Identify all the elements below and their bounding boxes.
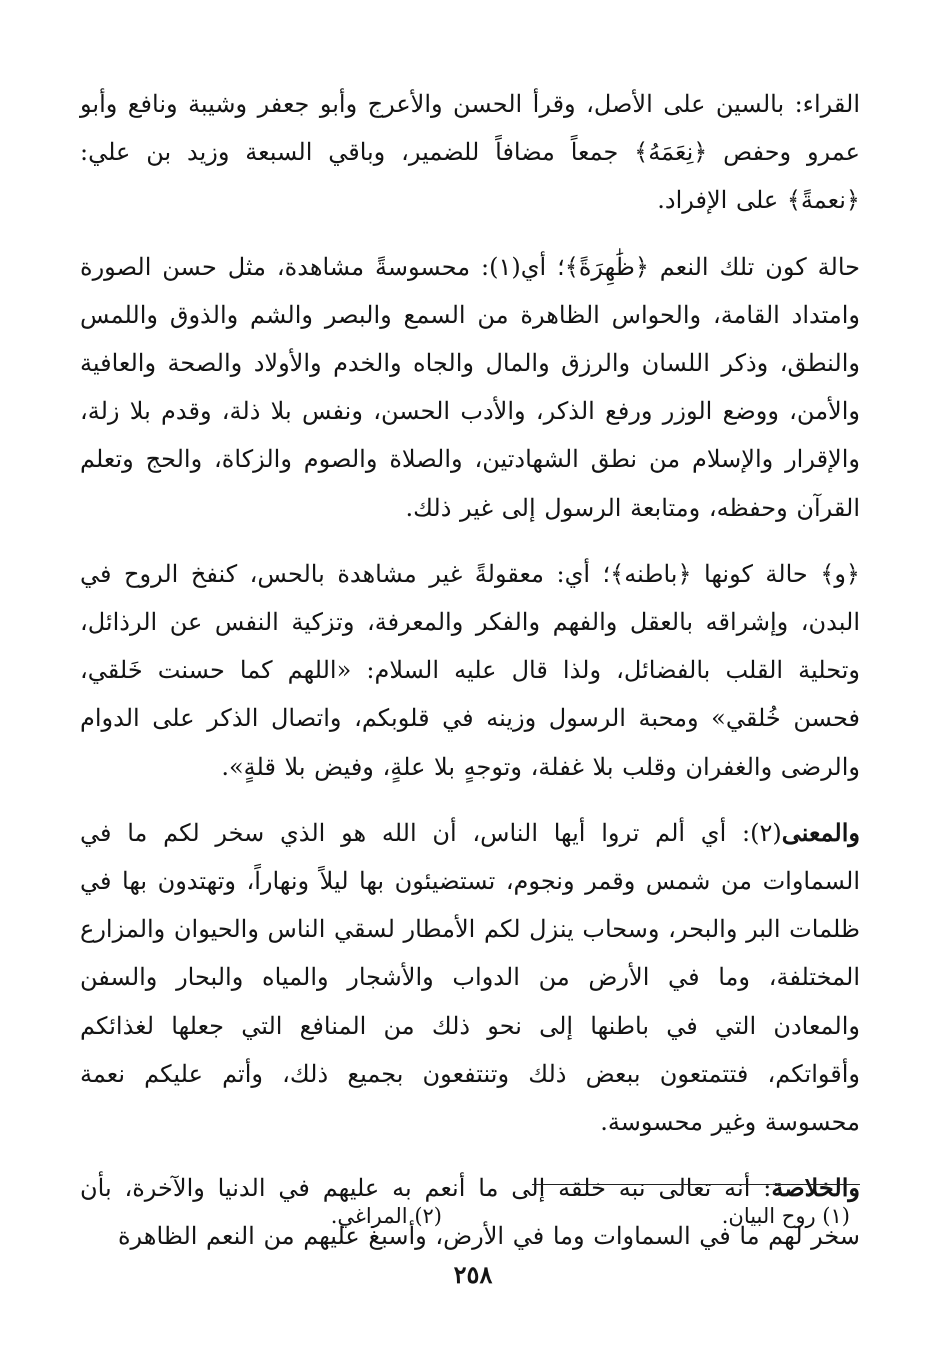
paragraph-4 <box>80 809 860 1146</box>
footnote-2: (٢) المراغي. <box>330 1204 442 1228</box>
paragraph-4-body: (٢): أي ألم تروا أيها الناس، أن الله هو الذي سخر لكم ما في السماوات من شمس وقمر ونجوم، تستضيئون بها ليلاً ونهاراً، وتهتدون بها في ظلمات البر والبحر، وسحاب ينزل لكم الأمطار لسقي الناس والحيوان والمزارع المختلفة، وما في الأرض من الدواب والأشجار والمياه والبحار والسفن والمعادن التي في باطنها إلى نحو ذلك من المنافع التي جعلها لغذائكم وأقواتكم، فتتمتعون ببعض ذلك وتنتفعون بجميع ذلك، وأتم عليكم نعمة محسوسة وغير محسوسة. <box>80 818 861 1137</box>
footnote-divider <box>532 1184 860 1185</box>
paragraph-1: القراء: بالسين على الأصل، وقرأ الحسن والأعرج وأبو جعفر وشيبة ونافع وأبو عمرو وحفص ﴿نِعَمَهُ﴾ جمعاً مضافاً للضمير، وباقي السبعة وزيد بن علي: ﴿نعمةً﴾ على الإفراد. <box>80 90 860 215</box>
paragraph-5-lead: والخلاصة <box>771 1173 860 1203</box>
paragraph-2: حالة كون تلك النعم ﴿ظَٰهِرَةً﴾؛ أي(١): محسوسةً مشاهدة، مثل حسن الصورة وامتداد القامة، والحواس الظاهرة من السمع والبصر والشم والذوق واللمس والنطق، وذكر اللسان والرزق والمال والجاه والخدم والأولاد والصحة والعافية والأمن، ووضع الوزر ورفع الذكر، والأدب الحسن، ونفس بلا ذلة، وقدم بلا زلة، والإقرار والإسلام من نطق الشهادتين، والصلاة والصوم والزكاة، والحج وتعلم القرآن وحفظه، ومتابعة الرسول إلى غير ذلك. <box>80 252 860 522</box>
footnote-1: (١) روح البيان. <box>721 1204 850 1228</box>
paragraph-3: ﴿و﴾ حالة كونها ﴿باطنه﴾؛ أي: معقولةً غير مشاهدة بالحس، كنفخ الروح في البدن، وإشراقه بالعقل والفهم والفكر والمعرفة، وتزكية النفس عن الرذائل، وتحلية القلب بالفضائل، ولذا قال عليه السلام: «اللهم كما حسنت خَلقي، فحسن خُلقي» ومحبة الرسول وزينه في قلوبكم، واتصال الذكر على الدوام والرضى والغفران وقلب بلا غفلة، وتوجهٍ بلا علةٍ، وفيض بلا قلةٍ». <box>80 559 860 781</box>
paragraph-5-body: : أنه تعالى نبه خلقه إلى ما أنعم به عليهم في الدنيا والآخرة، بأن سخر لهم ما في السماوات وما في الأرض، وأسبغ عليهم من النعم الظاهرة <box>80 1174 860 1251</box>
paragraph-4-lead: والمعنى <box>781 817 860 847</box>
page-body <box>80 80 860 1279</box>
page-number: ٢٥٨ <box>453 1260 493 1289</box>
